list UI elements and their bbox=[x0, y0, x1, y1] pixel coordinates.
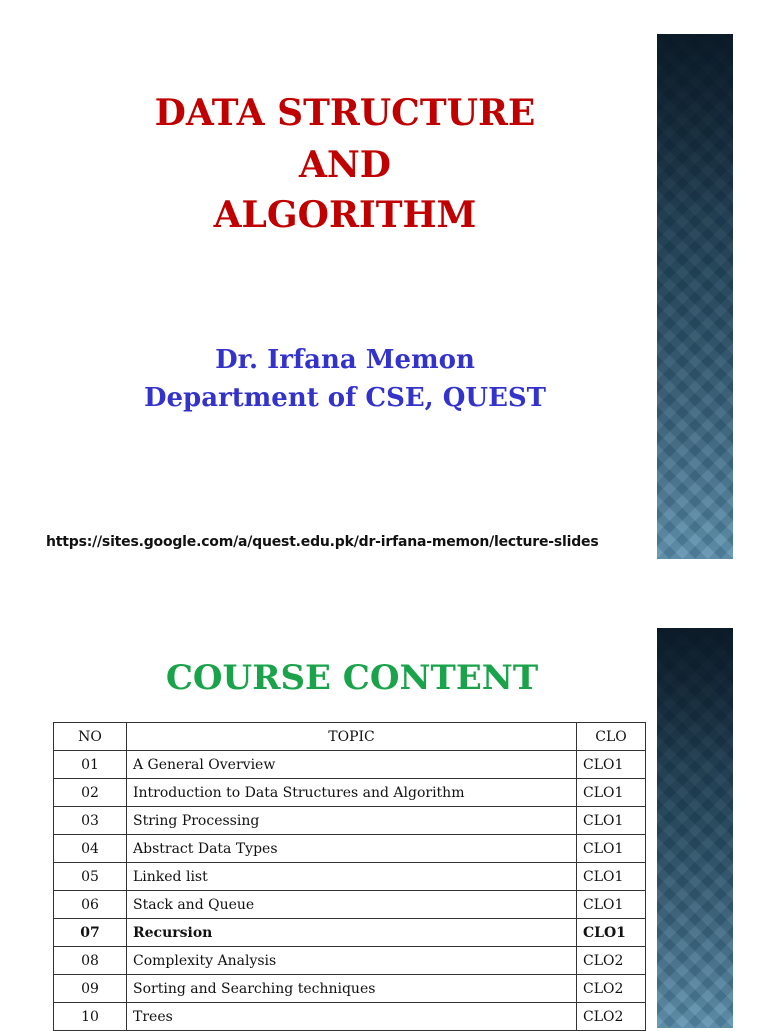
row-no-cell: 01 bbox=[54, 751, 127, 779]
table-row bbox=[54, 807, 646, 835]
table-header-row bbox=[54, 723, 646, 751]
row-clo-cell: CLO1 bbox=[577, 835, 646, 863]
table-row bbox=[54, 779, 646, 807]
header-clo: CLO bbox=[577, 723, 646, 751]
table-row bbox=[54, 975, 646, 1003]
row-topic-cell: Introduction to Data Structures and Algorithm bbox=[127, 779, 577, 807]
row-clo-cell: CLO1 bbox=[577, 779, 646, 807]
row-topic-cell: Trees bbox=[127, 1003, 577, 1031]
row-clo-cell: CLO1 bbox=[577, 807, 646, 835]
row-no-cell: 04 bbox=[54, 835, 127, 863]
author-department: Department of CSE, QUEST bbox=[143, 383, 547, 413]
table-row bbox=[54, 947, 646, 975]
row-clo-cell: CLO1 bbox=[577, 891, 646, 919]
row-no-cell: 09 bbox=[54, 975, 127, 1003]
row-topic-cell: Sorting and Searching techniques bbox=[127, 975, 577, 1003]
row-no-cell: 07 bbox=[54, 919, 127, 947]
table-row bbox=[54, 919, 646, 947]
row-clo-cell: CLO1 bbox=[577, 863, 646, 891]
row-clo-cell: CLO2 bbox=[577, 1003, 646, 1031]
row-topic-cell: String Processing bbox=[127, 807, 577, 835]
author-name: Dr. Irfana Memon bbox=[215, 345, 475, 375]
row-clo-cell: CLO1 bbox=[577, 751, 646, 779]
title-line-2: AND bbox=[298, 144, 392, 186]
header-no: NO bbox=[54, 723, 127, 751]
row-topic-cell: Abstract Data Types bbox=[127, 835, 577, 863]
table-row bbox=[54, 863, 646, 891]
row-no-cell: 10 bbox=[54, 1003, 127, 1031]
table-row bbox=[54, 1003, 646, 1031]
course-content-table bbox=[53, 722, 646, 1031]
row-topic-cell: Recursion bbox=[127, 919, 577, 947]
row-no-cell: 06 bbox=[54, 891, 127, 919]
title-line-1: DATA STRUCTURE bbox=[154, 92, 536, 134]
row-no-cell: 05 bbox=[54, 863, 127, 891]
table-row bbox=[54, 751, 646, 779]
course-content-heading: COURSE CONTENT bbox=[165, 658, 539, 698]
title-line-3: ALGORITHM bbox=[213, 194, 477, 236]
table-row bbox=[54, 835, 646, 863]
row-clo-cell: CLO1 bbox=[577, 919, 646, 947]
row-topic-cell: Linked list bbox=[127, 863, 577, 891]
table-row bbox=[54, 891, 646, 919]
row-clo-cell: CLO2 bbox=[577, 975, 646, 1003]
course-content-slide bbox=[0, 570, 768, 1024]
row-clo-cell: CLO2 bbox=[577, 947, 646, 975]
row-no-cell: 02 bbox=[54, 779, 127, 807]
row-topic-cell: Complexity Analysis bbox=[127, 947, 577, 975]
lecture-slides-url[interactable]: https://sites.google.com/a/quest.edu.pk/dr-irfana-memon/lecture-slides bbox=[46, 534, 599, 550]
header-topic: TOPIC bbox=[127, 723, 577, 751]
row-topic-cell: Stack and Queue bbox=[127, 891, 577, 919]
row-no-cell: 08 bbox=[54, 947, 127, 975]
row-no-cell: 03 bbox=[54, 807, 127, 835]
row-topic-cell: A General Overview bbox=[127, 751, 577, 779]
